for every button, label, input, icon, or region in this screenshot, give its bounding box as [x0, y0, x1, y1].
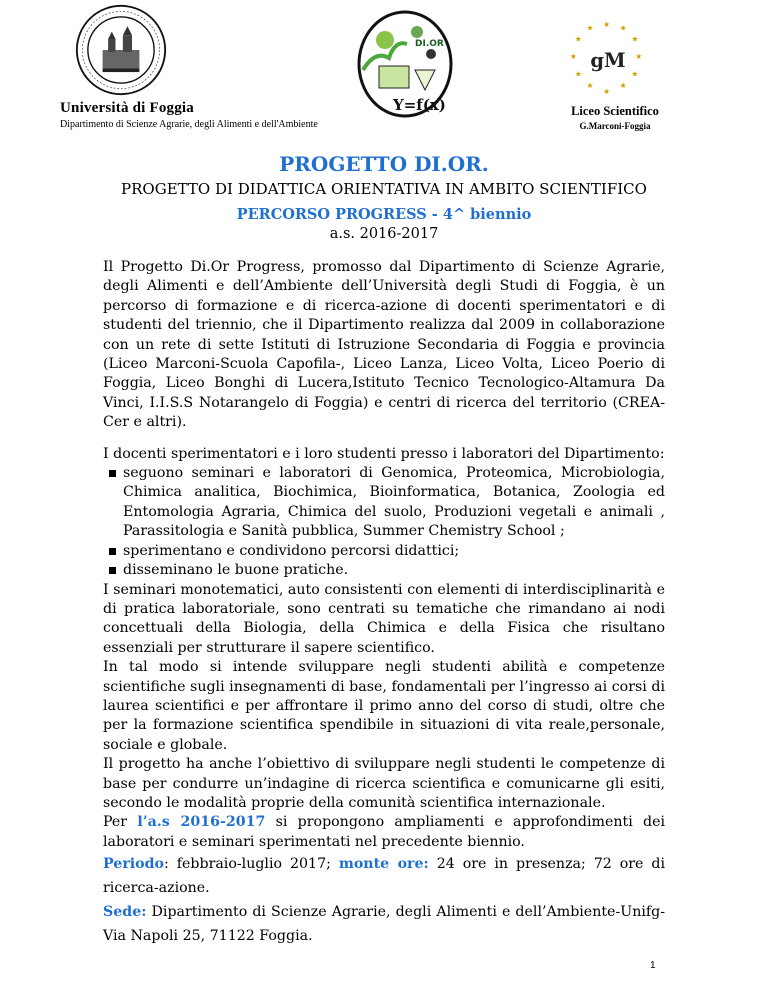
page-number: 1 [650, 960, 656, 971]
paragraph-intro: Il Progetto Di.Or Progress, promosso dal Dipartimento di Scienze Agrarie, degli Alimenti e dell’Ambiente dell’Università degli Studi di Foggia, è un percorso di formazione e di ricerca-azione di docenti sperimentatori e di studenti del triennio, che il Dipartimento realizza dal 2009 in collaborazione con un rete di sette Istituti di Istruzione Secondaria di Foggia e provincia (Liceo Marconi-Scuola Capofila-, Liceo Lanza, Liceo Volta, Liceo Poerio di Foggia, Liceo Bonghi di Lucera,Istituto Tecnico Tecnologico-Altamura Da Vinci, I.I.S.S Notarangelo di Foggia) e centri di ricerca del territorio (CREA-Cer e altri). [103, 259, 665, 431]
svg-text:★: ★ [586, 23, 594, 33]
svg-text:★: ★ [586, 81, 594, 91]
school-year: a.s. 2016-2017 [329, 226, 439, 242]
department-name: Dipartimento di Scienze Agrarie, degli Alimenti e dell'Ambiente [60, 119, 318, 130]
university-logo-block [58, 4, 348, 132]
paragraph-goals: In tal modo si intende sviluppare negli studenti abilità e competenze scientifiche sugli insegnamenti di base, fondamentali per l’ingresso ai corsi di laurea scientifici e per affrontare il primo anno del corso di studi, oltre che per la formazione scientifica spendibile in situazioni di vita reale,personale, sociale e globale. [103, 659, 665, 753]
svg-text:★: ★ [569, 52, 577, 61]
svg-text:gM: gM [590, 48, 626, 72]
svg-text:★: ★ [574, 34, 582, 44]
university-name: Università di Foggia [60, 100, 194, 116]
school-name: Liceo Scientifico [571, 104, 659, 118]
liceo-logo-block [555, 20, 680, 132]
list-item: disseminano le buone pratiche. [103, 561, 665, 580]
svg-text:★: ★ [603, 87, 611, 97]
paragraph-school-year: Per l’a.s 2016-2017 si propongono ampliamenti e approfondimenti dei laboratori e seminari sperimentati nel precedente biennio. [103, 814, 666, 850]
path-title: PERCORSO PROGRESS - 4^ biennio [236, 206, 532, 223]
dior-logo-graphic [355, 10, 455, 118]
bullet-square-icon [109, 470, 116, 477]
paragraph-objective: Il progetto ha anche l’obiettivo di sviluppare negli studenti le competenze di base per condurre un’indagine di ricerca scientifica e comunicarne gli esiti, secondo le modalità proprie della comunità scientifica internazionale. [103, 756, 665, 811]
dior-project-logo [355, 10, 455, 118]
paragraph-period: Periodo: febbraio-luglio 2017; monte ore: 24 ore in presenza; 72 ore di ricerca-azione. [103, 856, 665, 897]
svg-text:★: ★ [619, 81, 627, 91]
activities-list [103, 464, 665, 580]
svg-text:★: ★ [619, 23, 627, 33]
svg-text:★: ★ [603, 20, 611, 29]
bullet-square-icon [109, 548, 116, 555]
project-subtitle: PROGETTO DI DIDATTICA ORIENTATIVA IN AMBITO SCIENTIFICO [121, 180, 647, 198]
document-body [103, 258, 665, 948]
school-city: G.Marconi-Foggia [579, 121, 651, 131]
bullet-square-icon [109, 567, 116, 574]
project-title: PROGETTO DI.OR. [279, 152, 489, 176]
svg-text:Y=f(x): Y=f(x) [393, 96, 446, 114]
list-item: seguono seminari e laboratori di Genomica, Proteomica, Microbiologia, Chimica analitica, Biochimica, Bioinformatica, Botanica, Zoologia ed Entomologia Agraria, Chimica del suolo, Produzioni vegetali e animali , Parassitologia e Sanità pubblica, Summer Chemistry School ; [103, 464, 665, 542]
paragraph-activities-intro: I docenti sperimentatori e i loro studenti presso i laboratori del Dipartimento: [103, 445, 665, 462]
svg-text:★: ★ [574, 69, 582, 79]
svg-text:★: ★ [631, 69, 639, 79]
paragraph-site: Sede: Dipartimento di Scienze Agrarie, degli Alimenti e dell’Ambiente-Unifg- Via Napoli 25, 71122 Foggia. [103, 904, 665, 945]
liceo-gm-logo [567, 20, 645, 98]
svg-text:★: ★ [635, 52, 643, 61]
svg-text:DI.OR: DI.OR [415, 39, 444, 49]
university-seal-logo [75, 4, 167, 96]
svg-text:★: ★ [631, 34, 639, 44]
paragraph-seminars: I seminari monotematici, auto consistenti con elementi di interdisciplinarità e di pratica laboratoriale, sono centrati su tematiche che rimandano ai nodi concettuali della Biologia, della Chimica e della Fisica che risultano essenziali per strutturare il sapere scientifico. [103, 581, 665, 656]
list-item: sperimentano e condividono percorsi didattici; [103, 542, 665, 561]
